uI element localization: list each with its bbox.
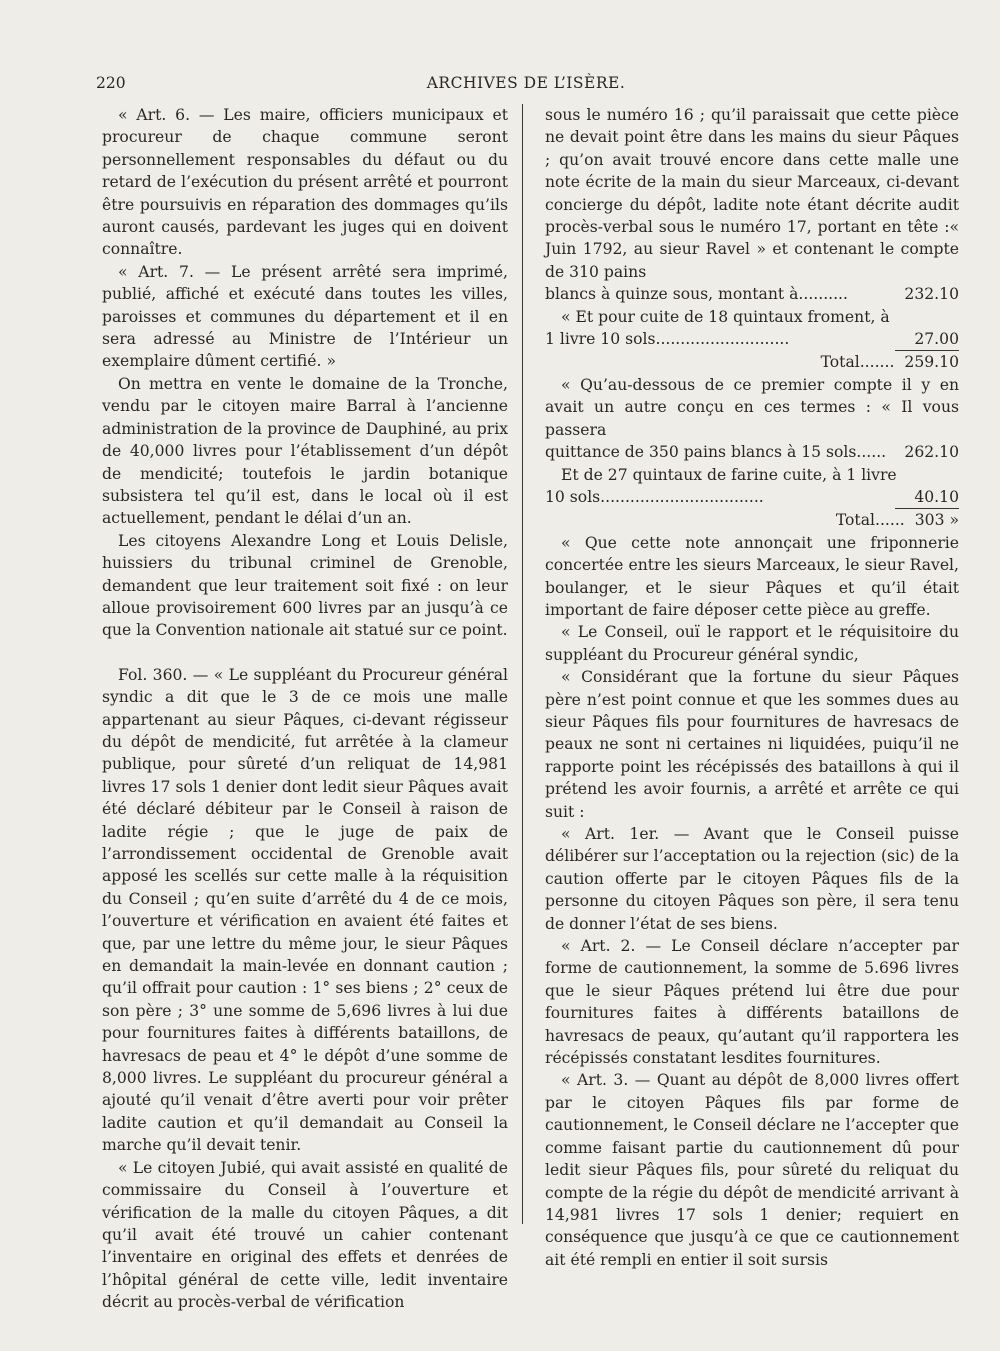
- ledger-total-2: [545, 509, 959, 531]
- paragraph-continuation: sous le numéro 16 ; qu’il paraissait que cette pièce ne devait point être dans les mains du sieur Pâques ; qu’on avait trouvé encore dans cette malle une note écrite de la main du sieur Marceaux, ci-devant concierge du dépôt, ladite note étant décrite audit procès-verbal sous le numéro 17, portant en tête :« Juin 1792, au sieur Ravel » et contenant le compte de 310 pains: [545, 106, 959, 281]
- paragraph-art7: « Art. 7. — Le présent arrêté sera imprimé, publié, affiché et exécuté dans toutes les villes, paroisses et communes du département et il en sera adressé au Ministre de l’Intérieur un exemplaire dûment certifié. »: [102, 262, 508, 371]
- ledger-intro-cuite: « Et pour cuite de 18 quintaux froment, à: [561, 307, 890, 326]
- column-divider: [522, 104, 523, 1224]
- ledger-amount: 232.10: [904, 285, 959, 304]
- ledger-label: 10 sols.................................: [545, 487, 764, 506]
- paragraph-fol360: Fol. 360. — « Le suppléant du Procureur général syndic a dit que le 3 de ce mois une malle appartenant au sieur Pâques, ci-devant régisseur du dépôt de mendicité, fut arrêtée à la clameur publique, pour sûreté d’un reliquat de 14,981 livres 17 sols 1 denier dont ledit sieur Pâques avait été déclaré débiteur par le Conseil à raison de ladite régie ; que le juge de paix de l’arrondissement occidental de Grenoble avait apposé les scellés sur cette malle à la réquisition du Conseil ; qu’en suite d’arrêté du 4 de ce mois, l’ouverture et vérification en avaient été faites et que, par une lettre du même jour, le sieur Pâques en demandait la main-levée en donnant caution ; qu’il offrait pour caution : 1° ses biens ; 2° ceux de son père ; 3° une somme de 5,696 livres à lui due pour fournitures faites à différents bataillons, de havresacs de peau et 4° le dépôt d’une somme de 8,000 livres. Le suppléant du procureur général a ajouté qu’il venait d’être averti pour voir prêter ladite caution et qu’il demandait au Conseil la marche qu’il devait tenir.: [102, 665, 508, 1155]
- total-label: Total.......: [820, 353, 895, 372]
- ledger-amount: 40.10: [914, 487, 959, 506]
- paragraph-art1: « Art. 1er. — Avant que le Conseil puisse délibérer sur l’acceptation ou la rejection (sic) de la caution offerte par le citoyen Pâques fils de la personne du citoyen Pâques son père, il sera tenu de donner l’état de ses biens.: [545, 825, 959, 933]
- paragraph-art3: « Art. 3. — Quant au dépôt de 8,000 livres offert par le citoyen Pâques fils par forme de cautionnement, le Conseil déclare ne l’accepter que comme faisant partie du cautionnement dû pour ledit sieur Pâques fils, pour sûreté du reliquat du compte de la régie du dépôt de mendicité arrivant à 14,981 livres 17 sols 1 denier; requiert en conséquence que jusqu’à ce que ce cautionnement ait été rempli en entier il soit sursis: [545, 1071, 959, 1269]
- paragraph-art6: « Art. 6. — Les maire, officiers municipaux et procureur de chaque commune seront personnellement responsables du défaut ou du retard de l’exécution du présent arrêté et pourront être poursuivis en réparation des dommages qu’ils auront causés, pardevant les juges qui en doivent connaître.: [102, 106, 508, 259]
- paragraph-art2: « Art. 2. — Le Conseil déclare n’accepter par forme de cautionnement, la somme de 5.696 livres que le sieur Pâques prétend lui être due pour fournitures faites à différents bataillons de havresacs de peaux, qu’autant qu’il rapportera les récépissés constatant lesdites fournitures.: [545, 937, 959, 1068]
- ledger-line-cuite: [545, 328, 959, 350]
- total-amount: 303 »: [914, 511, 959, 530]
- right-column: [545, 104, 959, 1271]
- ledger-line-quittance: [545, 441, 959, 463]
- ledger-intro-farine: Et de 27 quintaux de farine cuite, à 1 livre: [561, 465, 897, 484]
- ledger-label: blancs à quinze sous, montant à..........: [545, 285, 848, 304]
- ledger-label: 1 livre 10 sols...........................: [545, 330, 790, 349]
- paragraph-conseil: « Le Conseil, ouï le rapport et le réquisitoire du suppléant du Procureur général syndic,: [545, 623, 959, 664]
- ledger-line-farine: [545, 486, 959, 508]
- ledger-label: quittance de 350 pains blancs à 15 sols......: [545, 443, 887, 462]
- page-header: [96, 74, 956, 98]
- ledger-amount: 27.00: [914, 330, 959, 349]
- ledger-total-1: [545, 351, 959, 373]
- ledger-line-pains: [545, 283, 959, 305]
- paragraph-considerant: « Considérant que la fortune du sieur Pâques père n’est point connue et que les sommes dues au sieur Pâques fils pour fournitures de havresacs de peaux ne sont ni certaines ni liquidées, puiqu’il ne rapporte point les récépissés des bataillons à qui il prétend les avoir fournis, a arrêté et arrête ce qui suit :: [545, 668, 959, 821]
- left-column: [102, 104, 508, 1314]
- page-number: 220: [96, 74, 126, 92]
- running-title: ARCHIVES DE L’ISÈRE.: [426, 74, 626, 92]
- paragraph-jubie: « Le citoyen Jubié, qui avait assisté en qualité de commissaire du Conseil à l’ouverture et vérification de la malle du citoyen Pâques, a dit qu’il avait été trouvé un cahier contenant l’inventaire en original des effets et denrées de l’hôpital général de cette ville, ledit inventaire décrit au procès-verbal de vérification: [102, 1158, 508, 1312]
- ledger-amount: 262.10: [904, 443, 959, 462]
- total-label: Total......: [835, 511, 905, 530]
- paragraph-friponnerie: « Que cette note annonçait une friponnerie concertée entre les sieurs Marceaux, le sieur Ravel, boulanger, et le sieur Pâques et qu’il était important de faire déposer cette pièce au greffe.: [545, 533, 959, 619]
- paragraph-second-account: « Qu’au-dessous de ce premier compte il y en avait un autre conçu en ces termes : « Il vous passera: [545, 375, 959, 439]
- paragraph-huissiers: Les citoyens Alexandre Long et Louis Delisle, huissiers du tribunal criminel de Grenoble, demandent que leur traitement soit fixé : on leur alloue provisoirement 600 livres par an jusqu’à ce que la Convention nationale ait statué sur ce point.: [102, 531, 508, 640]
- total-amount: 259.10: [904, 353, 959, 372]
- paragraph-tronche: On mettra en vente le domaine de la Tronche, vendu par le citoyen maire Barral à l’ancienne administration de la province de Dauphiné, au prix de 40,000 livres pour l’établissement d’un dépôt de mendicité; toutefois le jardin botanique subsistera tel qu’il est, dans le local où il est actuellement, pendant le délai d’un an.: [102, 374, 508, 528]
